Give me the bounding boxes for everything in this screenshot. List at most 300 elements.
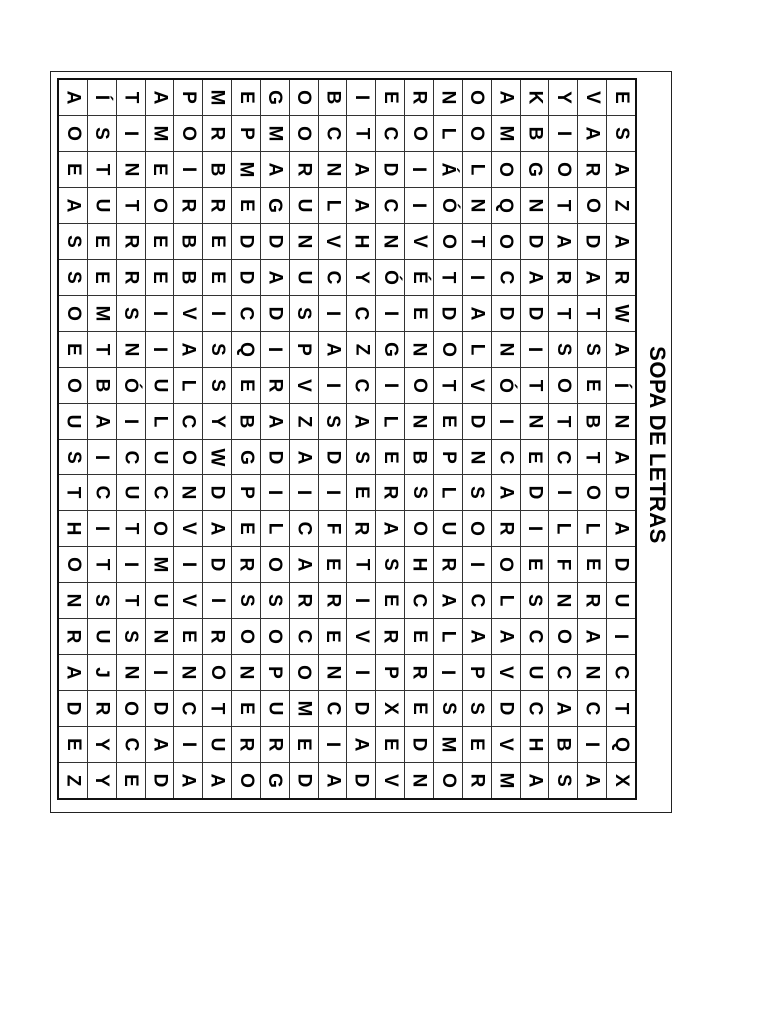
grid-cell bbox=[549, 80, 578, 115]
grid-letter: A bbox=[322, 773, 344, 788]
grid-letter: O bbox=[552, 629, 574, 645]
grid-cell bbox=[146, 188, 175, 223]
word-search-grid bbox=[57, 78, 637, 800]
grid-letter: I bbox=[120, 418, 142, 424]
grid-row bbox=[59, 332, 635, 368]
grid-cell bbox=[521, 440, 550, 475]
grid-cell bbox=[117, 332, 146, 367]
grid-letter: S bbox=[91, 127, 113, 140]
grid-cell bbox=[88, 260, 117, 295]
grid-cell bbox=[174, 332, 203, 367]
grid-letter: I bbox=[264, 490, 286, 496]
grid-cell bbox=[261, 547, 290, 582]
grid-letter: O bbox=[408, 377, 430, 393]
grid-cell bbox=[88, 655, 117, 690]
grid-letter: É bbox=[408, 270, 430, 284]
grid-letter: M bbox=[235, 161, 257, 178]
grid-cell bbox=[174, 547, 203, 582]
grid-cell bbox=[232, 224, 261, 259]
grid-letter: A bbox=[91, 414, 113, 428]
grid-cell bbox=[607, 224, 635, 259]
grid-cell bbox=[405, 619, 434, 654]
grid-letter: S bbox=[466, 486, 488, 500]
grid-letter: Y bbox=[552, 91, 574, 104]
grid-row bbox=[59, 404, 635, 440]
grid-cell bbox=[203, 583, 232, 618]
grid-cell bbox=[232, 511, 261, 546]
grid-cell bbox=[549, 511, 578, 546]
grid-letter: U bbox=[120, 486, 142, 500]
grid-cell bbox=[203, 224, 232, 259]
grid-letter: N bbox=[120, 665, 142, 680]
grid-cell bbox=[463, 763, 492, 798]
grid-letter: I bbox=[322, 741, 344, 748]
grid-letter: E bbox=[235, 522, 257, 536]
grid-letter: E bbox=[581, 558, 603, 572]
grid-letter: D bbox=[437, 306, 459, 321]
grid-letter: O bbox=[581, 485, 603, 501]
grid-cell bbox=[88, 80, 117, 115]
grid-cell bbox=[203, 511, 232, 546]
grid-letter: R bbox=[408, 90, 430, 105]
grid-cell bbox=[376, 224, 405, 259]
grid-cell bbox=[232, 440, 261, 475]
worksheet-title: SOPA DE LETRAS bbox=[645, 346, 670, 544]
grid-cell bbox=[549, 224, 578, 259]
grid-letter: C bbox=[523, 629, 545, 644]
grid-letter: R bbox=[610, 270, 632, 285]
grid-letter: O bbox=[148, 197, 170, 213]
grid-cell bbox=[607, 404, 635, 439]
grid-letter: C bbox=[322, 126, 344, 141]
grid-cell bbox=[376, 296, 405, 331]
grid-letter: E bbox=[379, 738, 401, 751]
grid-cell bbox=[521, 296, 550, 331]
grid-row bbox=[59, 296, 635, 332]
grid-letter: E bbox=[62, 163, 84, 176]
grid-letter: R bbox=[466, 773, 488, 788]
grid-letter: I bbox=[437, 670, 459, 676]
grid-letter: E bbox=[523, 558, 545, 572]
grid-letter: D bbox=[206, 557, 228, 572]
grid-cell bbox=[347, 583, 376, 618]
grid-letter: W bbox=[206, 448, 228, 466]
grid-cell bbox=[405, 763, 434, 798]
grid-letter: O bbox=[495, 233, 517, 249]
grid-cell bbox=[578, 188, 607, 223]
grid-letter: E bbox=[148, 270, 170, 284]
grid-cell bbox=[174, 583, 203, 618]
grid-letter: D bbox=[523, 486, 545, 500]
grid-letter: E bbox=[235, 91, 257, 104]
grid-letter: E bbox=[322, 630, 344, 644]
grid-letter: O bbox=[62, 305, 84, 321]
grid-letter: N bbox=[408, 414, 430, 428]
grid-letter: R bbox=[552, 270, 574, 285]
grid-cell bbox=[434, 188, 463, 223]
grid-letter: N bbox=[466, 450, 488, 464]
grid-cell bbox=[203, 763, 232, 798]
grid-cell bbox=[261, 116, 290, 151]
grid-letter: R bbox=[437, 557, 459, 572]
grid-cell bbox=[59, 691, 88, 726]
grid-cell bbox=[347, 691, 376, 726]
grid-cell bbox=[59, 404, 88, 439]
grid-letter: S bbox=[322, 414, 344, 428]
grid-cell bbox=[463, 188, 492, 223]
grid-cell bbox=[578, 224, 607, 259]
grid-letter: A bbox=[466, 629, 488, 644]
grid-row bbox=[59, 80, 635, 116]
grid-cell bbox=[174, 368, 203, 403]
grid-letter: C bbox=[552, 665, 574, 680]
grid-letter: A bbox=[610, 162, 632, 177]
grid-row bbox=[59, 260, 635, 296]
grid-cell bbox=[117, 152, 146, 187]
grid-cell bbox=[405, 547, 434, 582]
grid-letter: R bbox=[293, 593, 315, 608]
grid-letter: I bbox=[552, 130, 574, 137]
grid-cell bbox=[319, 260, 348, 295]
grid-letter: L bbox=[552, 523, 574, 535]
grid-cell bbox=[232, 80, 261, 115]
grid-cell bbox=[203, 116, 232, 151]
grid-cell bbox=[463, 655, 492, 690]
grid-cell bbox=[261, 655, 290, 690]
grid-letter: A bbox=[610, 342, 632, 357]
grid-cell bbox=[117, 368, 146, 403]
grid-letter: X bbox=[610, 774, 632, 787]
grid-letter: A bbox=[350, 162, 372, 177]
grid-cell bbox=[578, 368, 607, 403]
grid-cell bbox=[261, 475, 290, 510]
grid-letter: A bbox=[264, 270, 286, 285]
grid-letter: D bbox=[148, 773, 170, 788]
grid-cell bbox=[347, 511, 376, 546]
grid-cell bbox=[376, 440, 405, 475]
grid-cell bbox=[117, 80, 146, 115]
grid-cell bbox=[549, 547, 578, 582]
grid-letter: M bbox=[206, 89, 228, 106]
grid-letter: A bbox=[495, 486, 517, 500]
grid-cell bbox=[405, 691, 434, 726]
grid-letter: G bbox=[523, 161, 545, 177]
grid-letter: R bbox=[235, 737, 257, 752]
grid-letter: S bbox=[466, 702, 488, 716]
grid-cell bbox=[117, 691, 146, 726]
grid-cell bbox=[521, 691, 550, 726]
grid-letter: E bbox=[293, 738, 315, 751]
grid-letter: A bbox=[350, 198, 372, 213]
grid-cell bbox=[146, 691, 175, 726]
grid-cell bbox=[492, 655, 521, 690]
grid-letter: O bbox=[264, 557, 286, 573]
grid-cell bbox=[59, 80, 88, 115]
grid-cell bbox=[203, 152, 232, 187]
grid-letter: O bbox=[495, 557, 517, 573]
grid-cell bbox=[174, 404, 203, 439]
grid-letter: S bbox=[235, 594, 257, 608]
grid-letter: S bbox=[523, 594, 545, 608]
grid-cell bbox=[203, 368, 232, 403]
grid-cell bbox=[521, 655, 550, 690]
grid-cell bbox=[347, 404, 376, 439]
grid-letter: V bbox=[293, 378, 315, 392]
grid-letter: C bbox=[293, 629, 315, 644]
grid-letter: A bbox=[264, 414, 286, 428]
grid-letter: D bbox=[264, 306, 286, 321]
grid-cell bbox=[232, 152, 261, 187]
grid-cell bbox=[434, 260, 463, 295]
grid-letter: C bbox=[177, 701, 199, 716]
grid-letter: H bbox=[523, 737, 545, 752]
grid-letter: A bbox=[350, 414, 372, 428]
grid-letter: I bbox=[350, 598, 372, 604]
grid-row bbox=[59, 224, 635, 260]
grid-letter: D bbox=[62, 701, 84, 716]
grid-cell bbox=[578, 80, 607, 115]
grid-letter: N bbox=[408, 773, 430, 788]
grid-cell bbox=[117, 619, 146, 654]
grid-cell bbox=[290, 727, 319, 762]
grid-cell bbox=[376, 404, 405, 439]
grid-cell bbox=[319, 511, 348, 546]
grid-cell bbox=[232, 404, 261, 439]
grid-cell bbox=[434, 224, 463, 259]
grid-letter: A bbox=[581, 270, 603, 285]
grid-letter: V bbox=[177, 306, 199, 320]
grid-letter: U bbox=[206, 737, 228, 752]
grid-cell bbox=[319, 116, 348, 151]
grid-cell bbox=[59, 440, 88, 475]
grid-letter: R bbox=[350, 522, 372, 536]
grid-letter: D bbox=[235, 234, 257, 249]
grid-letter: L bbox=[466, 163, 488, 176]
grid-letter: N bbox=[581, 665, 603, 680]
grid-letter: I bbox=[408, 202, 430, 208]
grid-letter: S bbox=[264, 594, 286, 608]
grid-cell bbox=[146, 116, 175, 151]
grid-letter: R bbox=[235, 557, 257, 572]
grid-cell bbox=[290, 511, 319, 546]
grid-letter: T bbox=[120, 199, 142, 212]
grid-cell bbox=[463, 475, 492, 510]
grid-cell bbox=[59, 152, 88, 187]
grid-cell bbox=[521, 260, 550, 295]
grid-cell bbox=[59, 296, 88, 331]
grid-cell bbox=[146, 404, 175, 439]
grid-letter: A bbox=[350, 737, 372, 752]
grid-cell bbox=[578, 116, 607, 151]
grid-letter: C bbox=[495, 270, 517, 285]
grid-cell bbox=[290, 152, 319, 187]
grid-cell bbox=[549, 655, 578, 690]
grid-letter: I bbox=[206, 598, 228, 604]
grid-cell bbox=[492, 296, 521, 331]
grid-cell bbox=[203, 188, 232, 223]
grid-letter: T bbox=[466, 235, 488, 248]
grid-cell bbox=[290, 691, 319, 726]
grid-letter: I bbox=[206, 310, 228, 316]
grid-cell bbox=[203, 260, 232, 295]
grid-letter: B bbox=[91, 378, 113, 392]
grid-cell bbox=[290, 80, 319, 115]
grid-letter: I bbox=[293, 490, 315, 496]
grid-cell bbox=[146, 655, 175, 690]
grid-letter: T bbox=[552, 415, 574, 427]
grid-cell bbox=[146, 332, 175, 367]
grid-cell bbox=[549, 475, 578, 510]
grid-letter: P bbox=[379, 666, 401, 680]
grid-letter: U bbox=[148, 378, 170, 392]
grid-cell bbox=[376, 80, 405, 115]
grid-cell bbox=[59, 188, 88, 223]
grid-letter: O bbox=[581, 197, 603, 213]
grid-cell bbox=[290, 547, 319, 582]
grid-letter: T bbox=[91, 343, 113, 355]
grid-letter: N bbox=[177, 486, 199, 500]
grid-letter: L bbox=[322, 199, 344, 212]
grid-letter: O bbox=[177, 449, 199, 465]
grid-cell bbox=[146, 80, 175, 115]
grid-cell bbox=[117, 188, 146, 223]
grid-cell bbox=[549, 727, 578, 762]
grid-letter: C bbox=[523, 701, 545, 716]
grid-letter: G bbox=[379, 341, 401, 357]
grid-cell bbox=[434, 116, 463, 151]
grid-letter: R bbox=[264, 737, 286, 752]
grid-cell bbox=[492, 511, 521, 546]
grid-cell bbox=[146, 260, 175, 295]
grid-letter: C bbox=[148, 486, 170, 500]
grid-letter: G bbox=[264, 90, 286, 105]
grid-cell bbox=[463, 152, 492, 187]
grid-letter: R bbox=[581, 593, 603, 608]
grid-letter: O bbox=[552, 377, 574, 393]
grid-letter: O bbox=[235, 773, 257, 788]
grid-cell bbox=[59, 583, 88, 618]
grid-cell bbox=[290, 332, 319, 367]
grid-letter: A bbox=[264, 162, 286, 177]
grid-letter: T bbox=[437, 379, 459, 391]
grid-cell bbox=[549, 116, 578, 151]
grid-cell bbox=[578, 583, 607, 618]
grid-cell bbox=[88, 511, 117, 546]
grid-cell bbox=[146, 763, 175, 798]
grid-letter: A bbox=[495, 629, 517, 644]
grid-letter: V bbox=[322, 234, 344, 248]
grid-cell bbox=[347, 368, 376, 403]
grid-letter: F bbox=[552, 559, 574, 571]
grid-row bbox=[59, 511, 635, 547]
grid-letter: C bbox=[177, 414, 199, 428]
grid-cell bbox=[347, 296, 376, 331]
grid-cell bbox=[88, 547, 117, 582]
grid-letter: T bbox=[62, 487, 84, 499]
grid-letter: V bbox=[177, 522, 199, 536]
grid-letter: I bbox=[91, 526, 113, 532]
grid-cell bbox=[492, 583, 521, 618]
grid-letter: B bbox=[177, 270, 199, 285]
grid-cell bbox=[88, 332, 117, 367]
grid-letter: V bbox=[495, 738, 517, 751]
grid-letter: H bbox=[350, 234, 372, 249]
grid-letter: O bbox=[466, 126, 488, 141]
grid-cell bbox=[261, 224, 290, 259]
grid-cell bbox=[59, 116, 88, 151]
grid-letter: E bbox=[206, 270, 228, 284]
grid-cell bbox=[319, 547, 348, 582]
grid-letter: A bbox=[177, 773, 199, 788]
grid-cell bbox=[319, 655, 348, 690]
grid-letter: E bbox=[62, 738, 84, 751]
grid-letter: A bbox=[610, 522, 632, 536]
grid-letter: E bbox=[120, 774, 142, 787]
grid-cell bbox=[463, 511, 492, 546]
grid-letter: I bbox=[322, 310, 344, 316]
grid-cell bbox=[492, 116, 521, 151]
grid-cell bbox=[376, 188, 405, 223]
grid-cell bbox=[88, 727, 117, 762]
grid-cell bbox=[376, 260, 405, 295]
grid-cell bbox=[549, 619, 578, 654]
grid-cell bbox=[492, 691, 521, 726]
grid-letter: Ó bbox=[120, 377, 142, 393]
grid-letter: L bbox=[177, 379, 199, 391]
grid-cell bbox=[521, 475, 550, 510]
grid-letter: P bbox=[235, 486, 257, 500]
grid-cell bbox=[549, 368, 578, 403]
grid-cell bbox=[463, 547, 492, 582]
grid-letter: Ó bbox=[379, 269, 401, 285]
grid-letter: T bbox=[581, 451, 603, 463]
grid-cell bbox=[347, 440, 376, 475]
grid-cell bbox=[578, 475, 607, 510]
grid-cell bbox=[549, 691, 578, 726]
grid-cell bbox=[319, 619, 348, 654]
grid-cell bbox=[347, 763, 376, 798]
grid-cell bbox=[492, 260, 521, 295]
grid-letter: N bbox=[120, 162, 142, 177]
grid-letter: I bbox=[264, 346, 286, 352]
grid-letter: A bbox=[610, 450, 632, 464]
grid-cell bbox=[607, 440, 635, 475]
grid-letter: D bbox=[350, 773, 372, 788]
grid-letter: A bbox=[206, 773, 228, 788]
grid-letter: B bbox=[322, 90, 344, 105]
grid-cell bbox=[174, 619, 203, 654]
grid-letter: R bbox=[120, 234, 142, 249]
grid-cell bbox=[376, 727, 405, 762]
grid-letter: B bbox=[235, 414, 257, 428]
grid-letter: R bbox=[408, 665, 430, 680]
grid-cell bbox=[203, 691, 232, 726]
grid-cell bbox=[347, 475, 376, 510]
grid-cell bbox=[463, 296, 492, 331]
grid-letter: Á bbox=[437, 162, 459, 177]
grid-cell bbox=[59, 655, 88, 690]
grid-cell bbox=[405, 404, 434, 439]
grid-letter: I bbox=[148, 670, 170, 676]
grid-cell bbox=[578, 619, 607, 654]
grid-row bbox=[59, 691, 635, 727]
grid-cell bbox=[578, 260, 607, 295]
grid-letter: A bbox=[552, 234, 574, 249]
grid-cell bbox=[607, 152, 635, 187]
grid-cell bbox=[232, 296, 261, 331]
grid-cell bbox=[88, 763, 117, 798]
grid-letter: R bbox=[379, 629, 401, 644]
